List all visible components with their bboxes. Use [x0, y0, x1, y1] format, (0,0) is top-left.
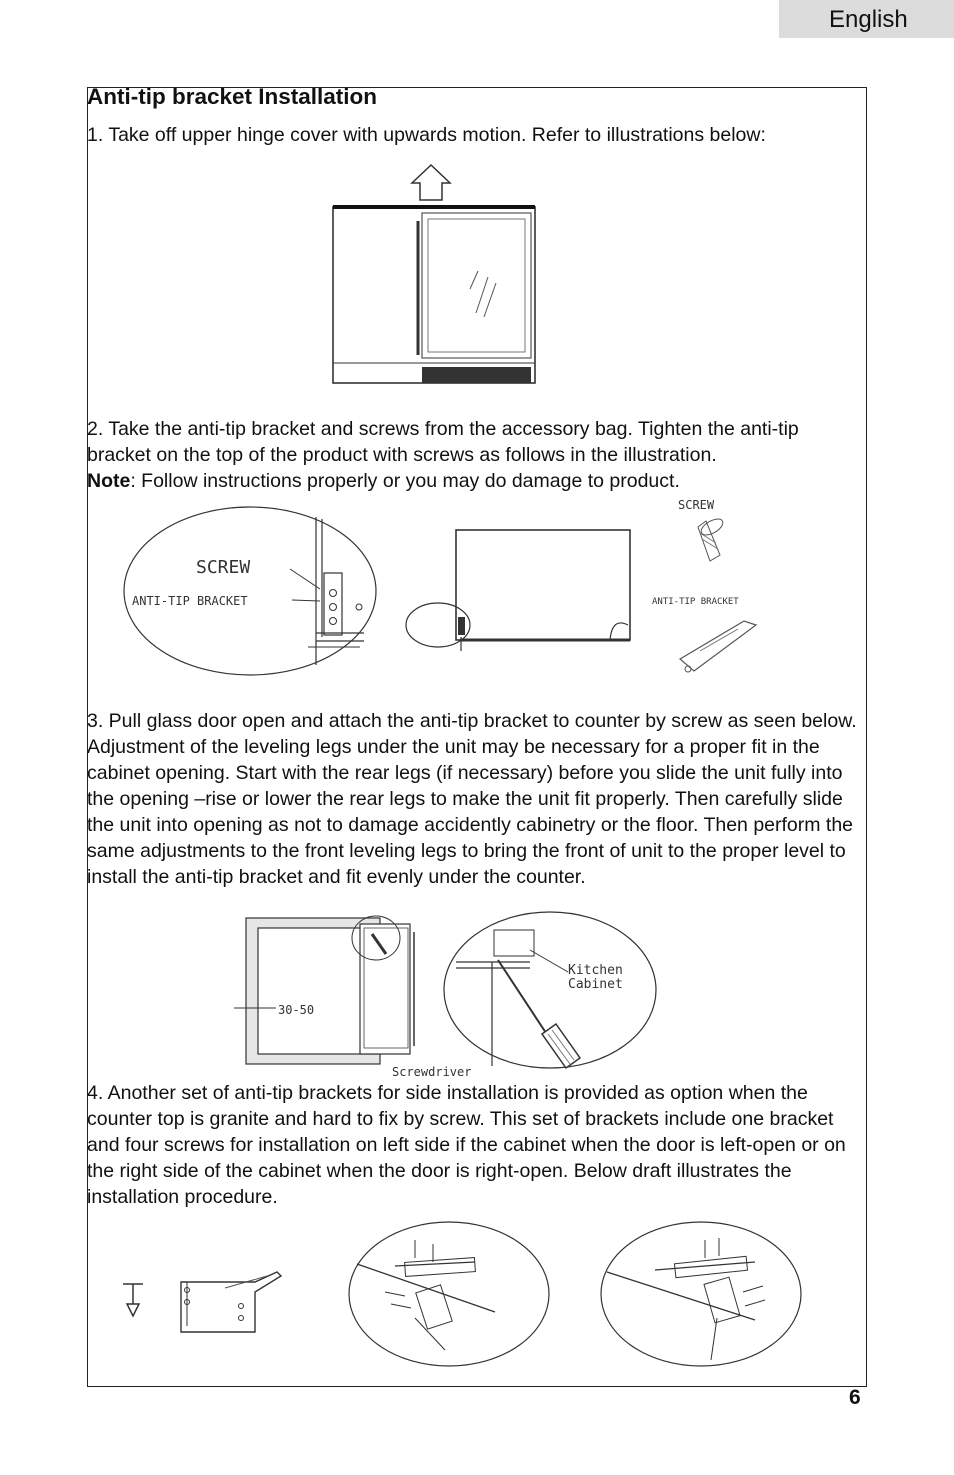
screw-label-small: SCREW — [678, 498, 715, 512]
language-tab: English — [779, 0, 954, 38]
step-3-text: 3. Pull glass door open and attach the anti-tip bracket to counter by screw as seen below. Adjustment of the leveling legs under the unit may be necessary for a proper fit in the cabinet opening. Start with the rear legs (if necessary) before you slide the unit fully into the opening –rise or lower the rear legs to make the unit fit properly. Then carefully slide the unit into opening as not to damage accidently cabinetry or the floor. Then perform the same adjustments to the front leveling legs to bring the front of unit to the proper level to install the anti-tip bracket and fit evenly under the counter. — [87, 710, 857, 888]
note-paragraph — [87, 468, 867, 494]
figure-bracket-mount — [120, 497, 800, 679]
figure-hinge-cover — [330, 163, 550, 389]
note-label: Note — [87, 470, 131, 492]
screwdriver-label: Screwdriver — [392, 1065, 472, 1079]
step-2-text: 2. Take the anti-tip bracket and screws from the accessory bag. Tighten the anti-tip bracket on the top of the product with screws as follows in the illustration. — [87, 418, 799, 466]
gap-label: 30-50 — [278, 1003, 315, 1017]
step-4-text: 4. Another set of anti-tip brackets for side installation is provided as option when the counter top is granite and hard to fix by screw. This set of brackets include one bracket and four screws for installation on left side if the cabinet when the door is left-open or on the right side of the cabinet when the door is right-open. Below draft illustrates the installation procedure. — [87, 1082, 846, 1208]
anti-tip-label-large: ANTI-TIP BRACKET — [132, 594, 248, 608]
figure-side-bracket — [115, 1222, 795, 1364]
note-text: : Follow instructions properly or you may do damage to product. — [130, 470, 680, 492]
figure-counter-attach — [230, 910, 670, 1078]
cabinet-label: Cabinet — [568, 977, 623, 992]
screw-label-large: SCREW — [196, 557, 251, 578]
section-title: Anti-tip bracket Installation — [87, 84, 378, 109]
anti-tip-label-small: ANTI-TIP BRACKET — [652, 597, 739, 607]
step-1-text: 1. Take off upper hinge cover with upwards motion. Refer to illustrations below: — [87, 124, 766, 146]
kitchen-label: Kitchen — [568, 963, 623, 978]
page-number: 6 — [849, 1386, 861, 1409]
